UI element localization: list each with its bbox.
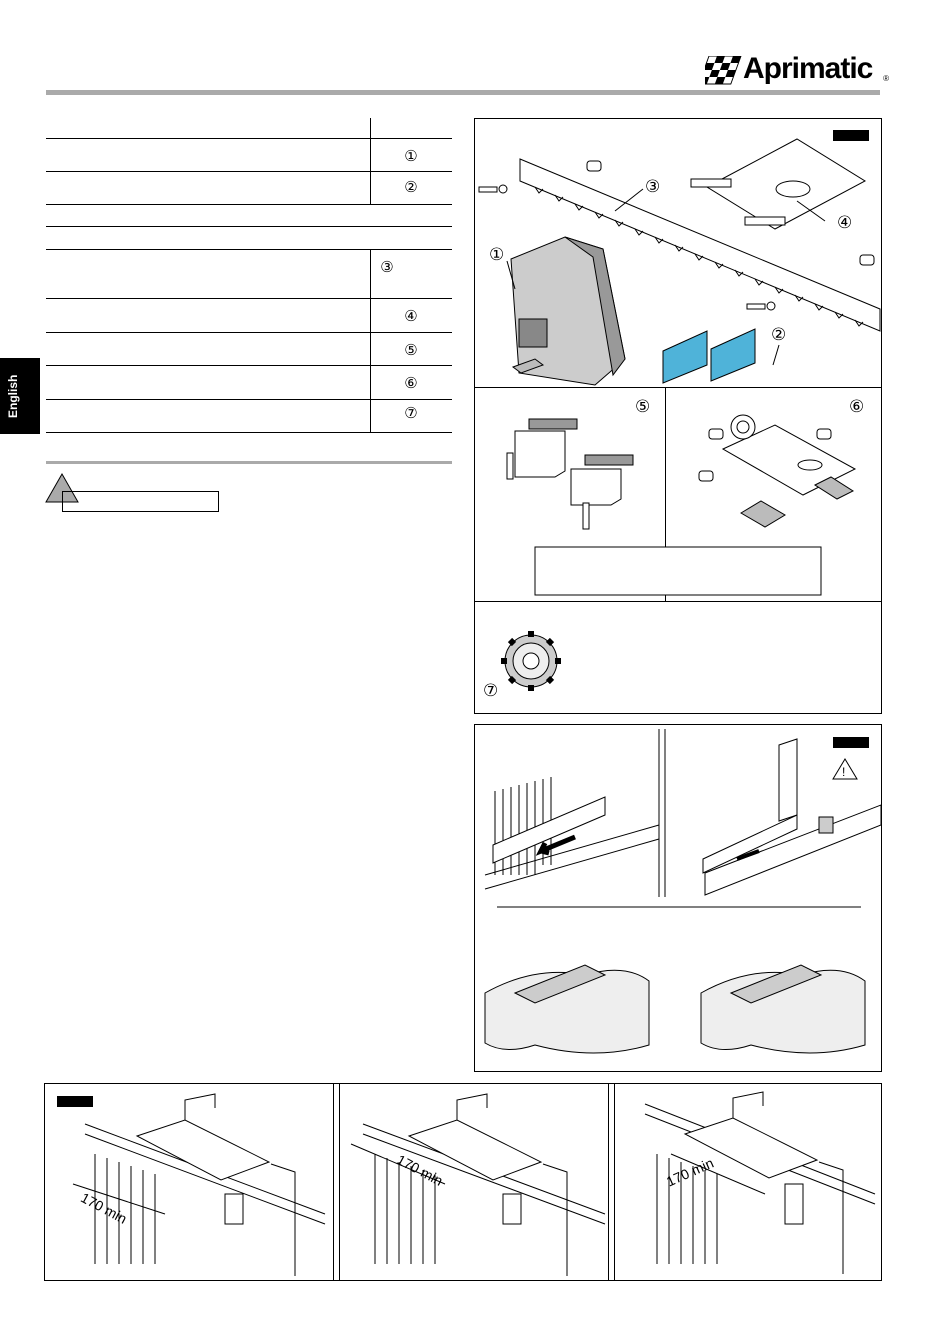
callout-7: ⑦ (483, 681, 499, 700)
parts-drawing (475, 119, 881, 713)
table-row (46, 299, 452, 333)
callout-3: ③ (645, 177, 661, 196)
warning-label-box (62, 491, 219, 512)
aprimatic-logo (705, 50, 889, 92)
brand-name: Aprimatic (743, 52, 873, 85)
table-row (46, 250, 452, 299)
callout-1: ① (489, 245, 505, 264)
table-row (46, 227, 452, 250)
language-tab (0, 358, 40, 434)
row-number: ⑥ (404, 375, 418, 392)
checkered-flag-icon (705, 56, 745, 86)
header-bar (46, 90, 880, 95)
table-row (46, 118, 452, 139)
row-number: ② (404, 179, 418, 196)
gate-guide-drawing (475, 725, 881, 1071)
callout-4: ④ (837, 213, 853, 232)
table-row (46, 333, 452, 366)
callout-2: ② (771, 325, 787, 344)
row-number: ⑦ (404, 405, 418, 422)
dimension-label: 170 min (663, 1154, 716, 1190)
install-drawing (45, 1084, 881, 1280)
table-row (46, 366, 452, 400)
row-number: ③ (380, 259, 394, 276)
gate-guide-figure (474, 724, 882, 1072)
row-number: ① (404, 148, 418, 165)
parts-figure (474, 118, 882, 714)
callout-6: ⑥ (849, 397, 865, 416)
language-label: English (6, 374, 20, 418)
table-row (46, 172, 452, 205)
dimension-label: 170 min (394, 1151, 446, 1189)
svg-text:!: ! (842, 765, 846, 779)
registered-mark: ® (883, 74, 889, 83)
table-row (46, 205, 452, 227)
table-row (46, 400, 452, 433)
parts-table (46, 118, 452, 433)
section-divider (46, 461, 452, 464)
table-row (46, 139, 452, 172)
dimension-label: 170 min (78, 1189, 130, 1227)
row-number: ④ (404, 308, 418, 325)
row-number: ⑤ (404, 342, 418, 359)
callout-5: ⑤ (635, 397, 651, 416)
install-figure (44, 1083, 882, 1281)
